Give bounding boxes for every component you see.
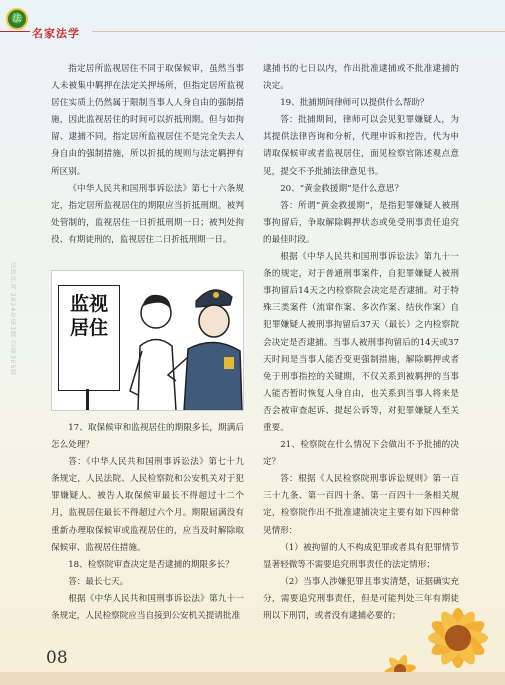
right-paragraph: 答：根据《人民检察院刑事诉讼规则》第一百三十九条、第一百四十条、第一百四十一条相关规定，检察院作出不批准逮捕决定主要有如下四种常见情形：	[263, 474, 459, 536]
right-paragraph: （1）被拘留的人不构成犯罪或者具有犯罪情节显著轻微等不需要追究刑事责任的法定情形；	[263, 542, 459, 570]
right-paragraph: 答：所谓“黄金救援期”，是指犯罪嫌疑人被刑事拘留后，争取解除羁押状态或免受刑事责任追究的最佳时段。	[263, 200, 459, 245]
right-paragraph: （2）当事人涉嫌犯罪且事实清楚，证据确实充分，需要追究刑事责任，但是可能判处三年有期徒刑以下刑罚，或者没有逮捕必要的；	[263, 576, 459, 621]
illustration	[51, 270, 244, 411]
civilian-body	[138, 340, 176, 412]
header-rule-right	[92, 31, 505, 32]
left-paragraph: 17、取保候审和监视居住的期限多长，期满后怎么处理？	[51, 423, 244, 451]
officer-badge	[213, 292, 219, 298]
sign-text-line: 居住	[69, 317, 108, 339]
left-paragraph: 指定居所监视居住不同于取保候审，虽然当事人未被集中羁押在法定关押场所，但指定居所监视居住实质上仍然属于限制当事人人身自由的强制措施，因此监视居住的时间可以折抵刑期。但与如拘留、逮捕不同，指定居所监视居住不是完全失去人身自由的强制措施，所以折抵的规则与法定羁押有所区别。	[51, 64, 244, 177]
officer-head	[199, 305, 229, 337]
right-paragraph: 逮捕书的七日以内，作出批准逮捕或不批准逮捕的决定。	[263, 64, 459, 92]
header-logo	[6, 8, 28, 30]
sign-text-line: 监视	[69, 293, 108, 315]
decorative-flower	[380, 580, 505, 685]
right-paragraph: 19、批捕期间律师可以提供什么帮助？	[280, 98, 429, 109]
officer-body	[184, 342, 242, 411]
footer-bar	[0, 672, 505, 685]
right-column	[263, 61, 459, 625]
left-column-top	[51, 61, 244, 249]
left-paragraph: 答：《中华人民共和国刑事诉讼法》第七十九条规定，人民法院、人民检察院和公安机关对于犯罪嫌疑人、被告人取保候审最长不得超过十二个月，监视居住最长不得超过六个月。期限届满没有重新办理取保候审或监视居住的，应当及时解除取保候审、监视居住措施。	[51, 457, 244, 553]
page-number: 08	[46, 648, 68, 668]
left-paragraph: 答：最长七天。	[68, 576, 129, 587]
right-paragraph: 20、“黄金救援期”是什么意思？	[280, 183, 404, 194]
left-paragraph: 18、检察院审查决定是否逮捕的期限多长？	[68, 559, 234, 570]
illustration-figures	[124, 271, 244, 411]
header-title: 名家法学	[32, 27, 80, 40]
right-paragraph: 21、检察院在什么情况下会做出不予批捕的决定？	[263, 440, 459, 468]
left-paragraph: 根据《中华人民共和国刑事诉讼法》第九十一条规定，人民检察院应当自接到公安机关提请批准	[51, 593, 244, 622]
sign-board	[58, 285, 120, 391]
right-paragraph: 答：批捕期间，律师可以会见犯罪嫌疑人，为其提供法律咨询和分析，代理申诉和控告，代为申请取保候审或者监视居住，面见检察官陈述观点意见，提交不予批捕法律意见书。	[263, 115, 459, 177]
header-rule-left	[0, 31, 30, 32]
left-paragraph: 《中华人民共和国刑事诉讼法》第七十六条规定，指定居所监视居住的期限应当折抵刑期。被判处管制的，监视居住一日折抵刑期一日；被判处拘役、有期徒刑的，监视居住二日折抵刑期一日。	[51, 183, 244, 245]
sidebar-vertical-text: 法律咨询 2024年第3期 总第305期	[9, 262, 16, 377]
officer-shoulder-badge	[224, 357, 234, 369]
logo-glyph: 法	[12, 13, 22, 24]
right-paragraph: 根据《中华人民共和国刑事诉讼法》第九十一条的规定，对于普通刑事案件，自犯罪嫌疑人被刑事拘留后14天之内检察院会决定是否逮捕。对于特殊三类案件（流窜作案、多次作案、结伙作案）自犯罪嫌疑人被刑事拘留后37天（最长）之内检察院会决定是否逮捕。当事人被刑事拘留后的14天或37天时间是当事人能否变更强制措施，解除羁押或者免于刑事指控的关键期，不仅关系到被羁押的当事人能否暂时恢复人身自由，也关系到当事人将来是否会被审查起诉、提起公诉等，对犯罪嫌疑人至关重要。	[263, 252, 459, 433]
left-column-bottom	[51, 420, 244, 625]
sign-pole	[86, 389, 89, 411]
